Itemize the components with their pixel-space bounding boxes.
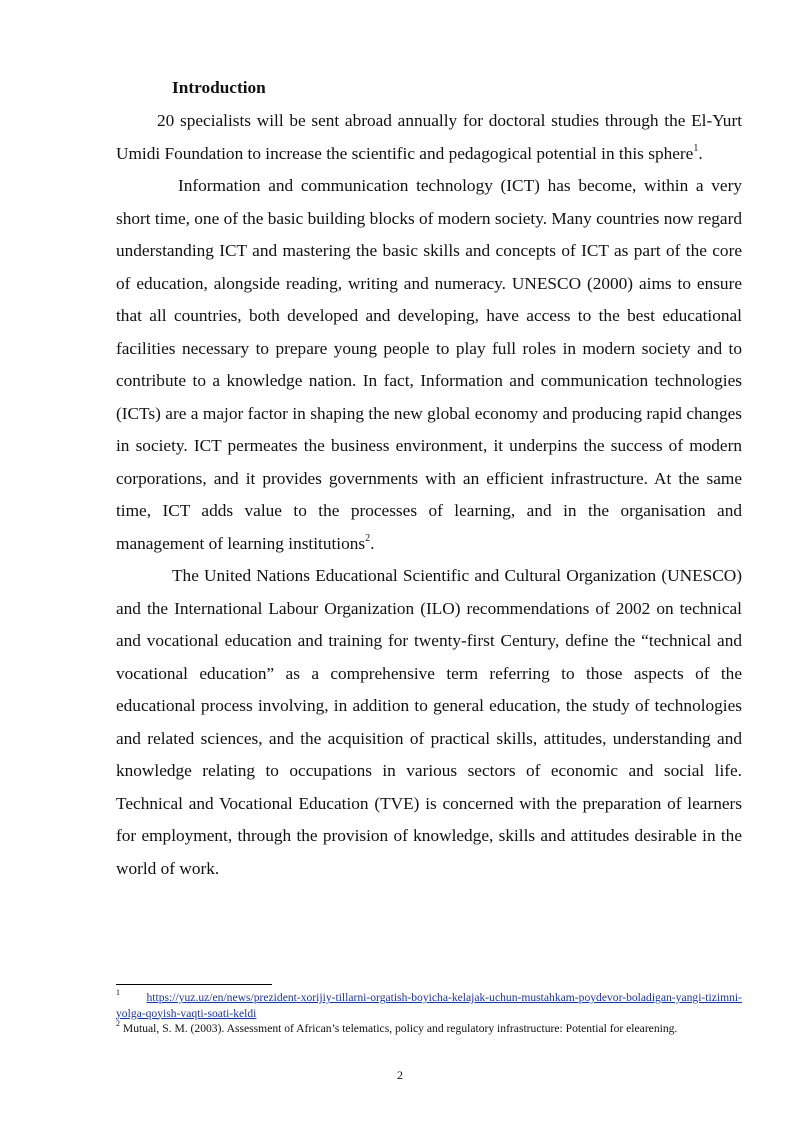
footnote-2-mark: 2: [116, 1019, 120, 1029]
footnote-ref-1[interactable]: 1: [693, 142, 699, 154]
paragraph-2-end: .: [370, 533, 375, 553]
footnotes: [116, 990, 742, 1037]
page-number: 2: [397, 1068, 403, 1082]
paragraph-1-text: 20 specialists will be sent abroad annually for doctoral studies through the El-Yurt Umidi Foundation to increase the scientific and pedagogical potential in this sphere: [116, 111, 742, 163]
paragraph-3-text: The United Nations Educational Scientific and Cultural Organization (UNESCO) and the International Labour Organization (ILO) recommendations of 2002 on technical and vocational education and training for twenty-first Century, define the “technical and vocational education” as a comprehensive term referring to those aspects of the educational process involving, in addition to general education, the study of technologies and related sciences, and the acquisition of practical skills, attitudes, understanding and knowledge relating to occupations in various sectors of economic and social life. Technical and Vocational Education (TVE) is concerned with the preparation of learners for employment, through the provision of knowledge, skills and attitudes desirable in the world of work.: [116, 566, 742, 878]
footnote-1: [116, 990, 742, 1021]
footnote-2: [116, 1021, 742, 1037]
paragraph-2-text: Information and communication technology (ICT) has become, within a very short time, one of the basic building blocks of modern society. Many countries now regard understanding ICT and mastering the basic skills and concepts of ICT as part of the core of education, alongside reading, writing and numeracy. UNESCO (2000) aims to ensure that all countries, both developed and developing, have access to the best educational facilities necessary to prepare young people to play full roles in modern society and to contribute to a knowledge nation. In fact, Information and communication technologies (ICTs) are a major factor in shaping the new global economy and producing rapid changes in society. ICT permeates the business environment, it underpins the success of modern corporations, and it provides governments with an efficient infrastructure. At the same time, ICT adds value to the processes of learning, and in the organisation and management of learning institutions: [116, 176, 742, 553]
paragraph-1: [116, 105, 742, 170]
footnote-ref-2[interactable]: 2: [365, 532, 371, 544]
paragraph-1-end: .: [698, 143, 703, 163]
footnote-separator: [116, 984, 272, 985]
footnote-2-text: Mutual, S. M. (2003). Assessment of African’s telematics, policy and regulatory infrastructure: Potential for elearening.: [122, 1022, 678, 1035]
paragraph-3: [116, 560, 742, 885]
section-heading: Introduction: [172, 78, 266, 97]
footnote-1-mark: 1: [116, 988, 120, 998]
footnote-1-link[interactable]: https://yuz.uz/en/news/prezident-xorijiy-tillarni-orgatish-boyicha-kelajak-uchun-mustahkam-poydevor-boladigan-yangi-tizimni-yolga-qoyish-vaqti-soati-keldi: [116, 991, 742, 1020]
body-text: [116, 105, 742, 885]
paragraph-2: [116, 170, 742, 560]
